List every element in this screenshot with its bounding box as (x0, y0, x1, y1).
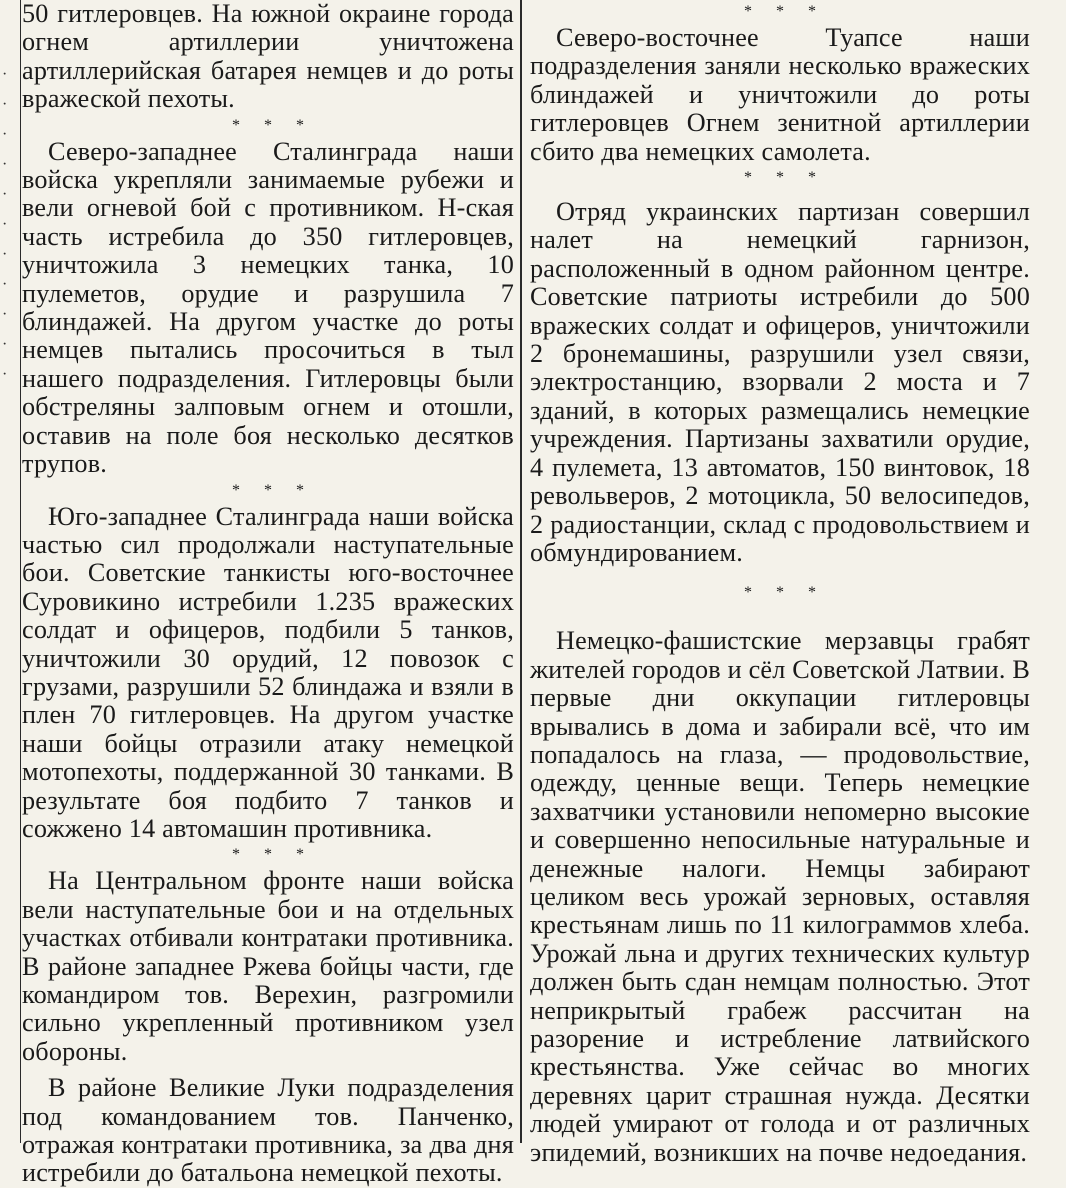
separator-stars: * * * (744, 169, 826, 187)
right-paragraph-1: Отряд украинских партизан совершил налет на немецкий гарнизон, расположенный в одном районном центре. Советские патриоты истребили до 500 вражеских солдат и офицеров, уничтожили 2 бронемашины, разрушили узел связи, электростанцию, взорвали 2 моста и 7 зданий, в которых размещались немецкие учреждения. Партизаны захватили орудие, 4 пулемета, 13 автоматов, 150 винтовок, 18 револьверов, 2 мотоцикла, 50 велосипедов, 2 радиостанции, склад с продовольствием и обмундированием. (530, 197, 1030, 567)
separator-stars: * * * (232, 846, 314, 864)
left-paragraph-4: В районе Великие Луки подразделения под командованием тов. Панченко, отражая контратаки противника, за два дня истребили до батальона немецкой пехоты. (22, 1073, 514, 1188)
separator-stars: * * * (744, 584, 826, 602)
left-paragraph-2: Юго-западнее Сталинграда наши войска частью сил продолжали наступательные бои. Советские танкисты юго-восточнее Суровикино истребили 1.235 вражеских солдат и офицеров, подбили 5 танков, уничтожили 30 орудий, 12 повозок с грузами, разрушили 52 блиндажа и взяли в плен 70 гитлеровцев. На другом участке наши бойцы отразили атаку немецкой мотопехоты, поддержанной 30 танками. В результате боя подбито 7 танков и сожжено 14 автомашин противника. (22, 501, 514, 843)
right-column (530, 0, 1030, 1167)
left-paragraph-0: 50 гитлеровцев. На южной окраине города огнем артиллерии уничтожена артиллерийская батарея немцев и до роты вражеской пехоты. (22, 0, 514, 114)
column-divider-rule (520, 0, 522, 1143)
right-paragraph-0: Северо-восточнее Туапсе наши подразделения заняли несколько вражеских блиндажей и уничтожили до роты гитлеровцев Огнем зенитной артиллерии сбито два немецких самолета. (530, 23, 1030, 166)
right-paragraph-2: Немецко-фашистские мерзавцы грабят жителей городов и сёл Советской Латвии. В первые дни оккупации гитлеровцы врывались в дома и забирали всё, что им попадалось на глаза, — продовольствие, одежду, ценные вещи. Теперь немецкие захватчики установили непомерно высокие и совершенно непосильные натуральные и денежные налоги. Немцы забирают целиком весь урожай зерновых, оставляя крестьянам лишь по 11 килограммов хлеба. Урожай льна и других технических культур должен быть сдан немцам полностью. Этот неприкрытый грабеж рассчитан на разорение и истребление латвийского крестьянства. Уже сейчас во многих деревнях царит страшная нужда. Десятки людей умирают от голода и от различных эпидемий, возникших на почве недоедания. (530, 626, 1030, 1167)
left-edge-marks: · · · · · · · · · · · (2, 66, 8, 383)
separator-stars: * * * (744, 3, 826, 20)
left-paragraph-3: На Центральном фронте наши войска вели наступательные бои и на отдельных участках отбивали контратаки противника. В районе западнее Ржева бойцы части, где командиром тов. Верехин, разгромили сильно укрепленный противником узел обороны. (22, 866, 514, 1066)
left-column-rule (20, 0, 21, 1143)
separator-stars: * * * (232, 116, 314, 134)
separator-stars: * * * (232, 481, 314, 499)
left-paragraph-1: Северо-западнее Сталинграда наши войска укрепляли занимаемые рубежи и вели огневой бой с противником. Н-ская часть истребила до 350 гитлеровцев, уничтожила 3 немецких танка, 10 пулеметов, орудие и разрушила 7 блиндажей. На другом участке до роты немцев пытались просочиться в тыл нашего подразделения. Гитлеровцы были обстреляны залповым огнем и отошли, оставив на поле боя несколько десятков трупов. (22, 136, 514, 479)
left-column (22, 0, 514, 1188)
